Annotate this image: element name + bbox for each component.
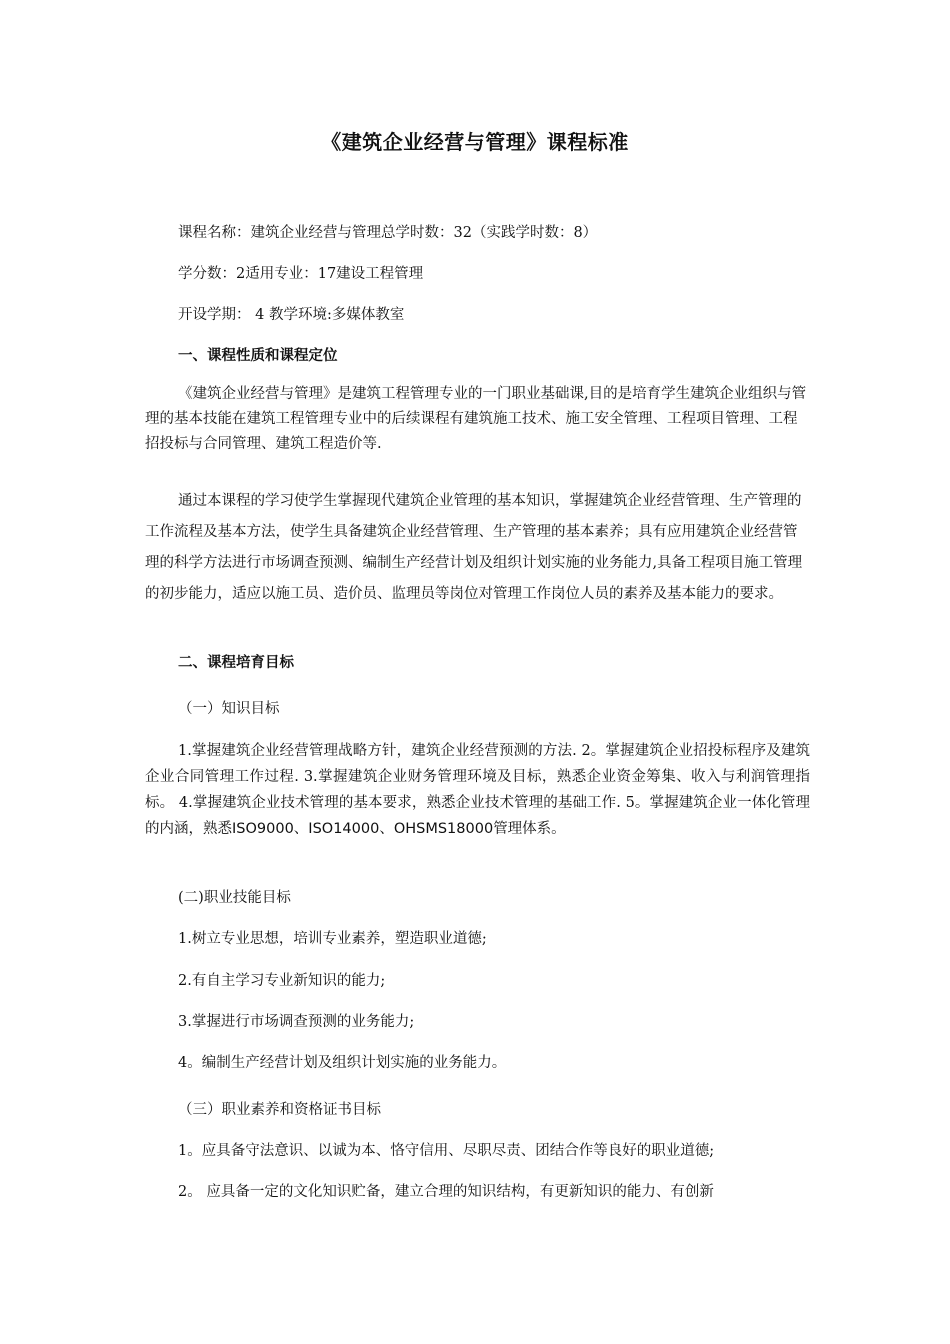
knowledge-objectives-end: 管理体系。: [493, 821, 566, 837]
qualities-item-1: 1。应具备守法意识、以诚为本、恪守信用、尽职尽责、团结合作等良好的职业道德;: [178, 1143, 715, 1159]
skills-item-2: 2.有自主学习专业新知识的能力;: [178, 973, 386, 989]
section1-paragraph-2: 通过本课程的学习使学生掌握现代建筑企业管理的基本知识，掌握建筑企业经营管理、生产管理的工作流程及基本方法，使学生具备建筑企业经营管理、生产管理的基本素养；具有应用建筑企业经营管理的科学方法进行市场调查预测、编制生产经营计划及组织计划实施的业务能力,具备工程项目施工管理的初步能力，适应以施工员、造价员、监理员等岗位对管理工作岗位人员的素养及基本能力的要求。: [145, 493, 803, 602]
standards-list: ISO9000、ISO14000、OHSMS18000: [232, 821, 494, 837]
skills-item-3: 3.掌握进行市场调查预测的业务能力;: [178, 1014, 415, 1030]
knowledge-objectives-paragraph: [145, 738, 810, 842]
subsection-heading-skills: (二)职业技能目标: [178, 890, 291, 906]
course-info-line-1: 课程名称：建筑企业经营与管理总学时数：32（实践学时数：8）: [178, 225, 598, 241]
qualities-item-2: 2。 应具备一定的文化知识贮备，建立合理的知识结构，有更新知识的能力、有创新: [178, 1184, 714, 1200]
document-title: 《建筑企业经营与管理》课程标准: [321, 130, 629, 154]
skills-item-4: 4。编制生产经营计划及组织计划实施的业务能力。: [178, 1055, 507, 1071]
course-info-line-2: 学分数：2适用专业：17建设工程管理: [178, 266, 424, 282]
section1-paragraph-1: 《建筑企业经营与管理》是建筑工程管理专业的一门职业基础课,目的是培育学生建筑企业组织与管理的基本技能在建筑工程管理专业中的后续课程有建筑施工技术、施工安全管理、工程项目管理、工程招投标与合同管理、建筑工程造价等.: [145, 386, 807, 452]
subsection-heading-knowledge: （一）知识目标: [178, 701, 280, 717]
subsection-heading-qualities: （三）职业素养和资格证书目标: [178, 1102, 381, 1118]
section-heading-2: 二、课程培育目标: [178, 655, 294, 671]
skills-item-1: 1.树立专业思想，培训专业素养，塑造职业道德;: [178, 931, 487, 947]
course-info-line-3: 开设学期： 4 教学环境:多媒体教室: [178, 307, 405, 323]
knowledge-objectives-text: 1.掌握建筑企业经营管理战略方针，建筑企业经营预测的方法. 2。掌握建筑企业招投标程序及建筑企业合同管理工作过程. 3.掌握建筑企业财务管理环境及目标，熟悉企业资金筹集、收入与利润管理指标。 4.掌握建筑企业技术管理的基本要求，熟悉企业技术管理的基础工作. 5。掌握建筑企业一体化管理的内涵，熟悉: [145, 743, 810, 837]
section-heading-1: 一、课程性质和课程定位: [178, 348, 338, 364]
